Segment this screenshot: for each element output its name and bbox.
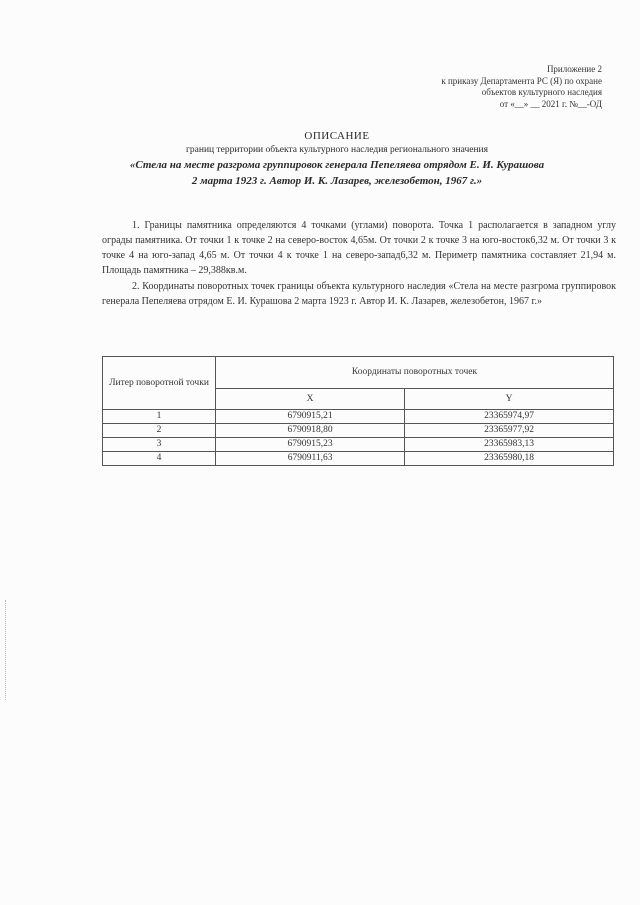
document-subtitle: границ территории объекта культурного наследия регионального значения [186, 145, 488, 155]
scan-margin-marks [5, 600, 8, 700]
cell-point: 3 [103, 438, 216, 452]
cell-y: 23365977,92 [405, 424, 614, 438]
document-heading [60, 130, 614, 189]
object-name-line-2: 2 марта 1923 г. Автор И. К. Лазарев, железобетон, 1967 г.» [191, 175, 483, 187]
header-y: Y [405, 388, 614, 409]
header-x: X [216, 388, 405, 409]
document-title: ОПИСАНИЕ [304, 130, 370, 142]
object-name-line-1: «Стела на месте разгрома группировок генерала Пепеляева отрядом Е. И. Курашова [129, 159, 545, 171]
cell-point: 1 [103, 410, 216, 424]
cell-point: 2 [103, 424, 216, 438]
paragraph-coordinates: 2. Координаты поворотных точек границы объекта культурного наследия «Стела на месте разгрома группировок генерала Пепеляева отрядом Е. И. Курашова 2 марта 1923 г. Автор И. К. Лазарев, железобетон, 1967 г.» [102, 281, 616, 307]
coordinates-table [102, 356, 614, 466]
appendix-line-1: Приложение 2 [546, 64, 602, 74]
cell-point: 4 [103, 452, 216, 466]
header-point-letter: Литер поворотной точки [103, 357, 216, 410]
appendix-line-4: от «__» __ 2021 г. №__-ОД [499, 98, 602, 109]
table-row [103, 452, 614, 466]
appendix-line-3: объектов культурного наследия [481, 87, 602, 97]
cell-y: 23365974,97 [405, 410, 614, 424]
appendix-line-2: к приказу Департамента РС (Я) по охране [441, 75, 602, 86]
table-row [103, 438, 614, 452]
appendix-block [382, 64, 602, 110]
cell-y: 23365983,13 [405, 438, 614, 452]
cell-y: 23365980,18 [405, 452, 614, 466]
header-coordinates: Координаты поворотных точек [216, 357, 614, 389]
cell-x: 6790911,63 [216, 452, 405, 466]
cell-x: 6790918,80 [216, 424, 405, 438]
table-row [103, 424, 614, 438]
cell-x: 6790915,23 [216, 438, 405, 452]
cell-x: 6790915,21 [216, 410, 405, 424]
table-row [103, 410, 614, 424]
document-body [102, 218, 616, 309]
table-header-row [103, 357, 614, 389]
paragraph-boundaries: 1. Границы памятника определяются 4 точками (углами) поворота. Точка 1 располагается в западном углу ограды памятника. От точки 1 к точке 2 на северо-восток 4,65м. От точки 2 к точке 3 на юго-восток6,32 м. От точки 3 к точке 4 на юго-запад 4,65 м. От точки 4 к точке 1 на северо-запад6,32 м. Периметр памятника составляет 21,94 м. Площадь памятника – 29,388кв.м. [102, 220, 616, 276]
